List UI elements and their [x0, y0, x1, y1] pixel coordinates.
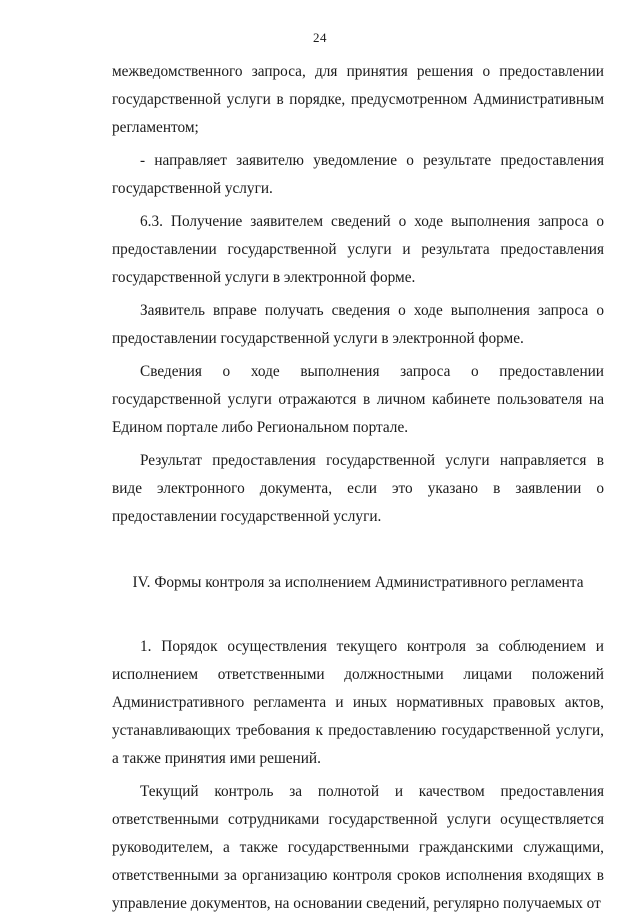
paragraph-applicant-right: Заявитель вправе получать сведения о ходе выполнения запроса о предоставлении государственной услуги в электронной форме. — [112, 302, 604, 347]
section-heading: IV. Формы контроля за исполнением Административного регламента — [132, 574, 584, 591]
paragraph-continuation: межведомственного запроса, для принятия решения о предоставлении государственной услуги в порядке, предусмотренном Административным регламентом; — [112, 63, 604, 136]
paragraph-section-6-3: 6.3. Получение заявителем сведений о ходе выполнения запроса о предоставлении государственной услуги и результата предоставления государственной услуги в электронной форме. — [112, 213, 604, 286]
paragraph-control-procedure: 1. Порядок осуществления текущего контроля за соблюдением и исполнением ответственными должностными лицами положений Административного регламента и иных нормативных правовых актов, устанавливающих требования к предоставлению государственной услуги, а также принятия ими решений. — [112, 638, 604, 767]
paragraph-result: Результат предоставления государственной услуги направляется в виде электронного документа, если это указано в заявлении о предоставлении государственной услуги. — [112, 452, 604, 525]
paragraph-current-control: Текущий контроль за полнотой и качеством предоставления ответственными сотрудниками государственной услуги осуществляется руководителем, а также государственными гражданскими служащими, ответственными за организацию контроля сроков исполнения входящих в управление документов, на основании сведений, регулярно получаемых от — [112, 783, 604, 912]
paragraph-status-info: Сведения о ходе выполнения запроса о предоставлении государственной услуги отражаются в личном кабинете пользователя на Едином портале либо Региональном портале. — [112, 363, 604, 436]
document-body — [112, 58, 604, 918]
page-number: 24 — [313, 30, 327, 45]
paragraph-notification: - направляет заявителю уведомление о результате предоставления государственной услуги. — [112, 152, 604, 197]
